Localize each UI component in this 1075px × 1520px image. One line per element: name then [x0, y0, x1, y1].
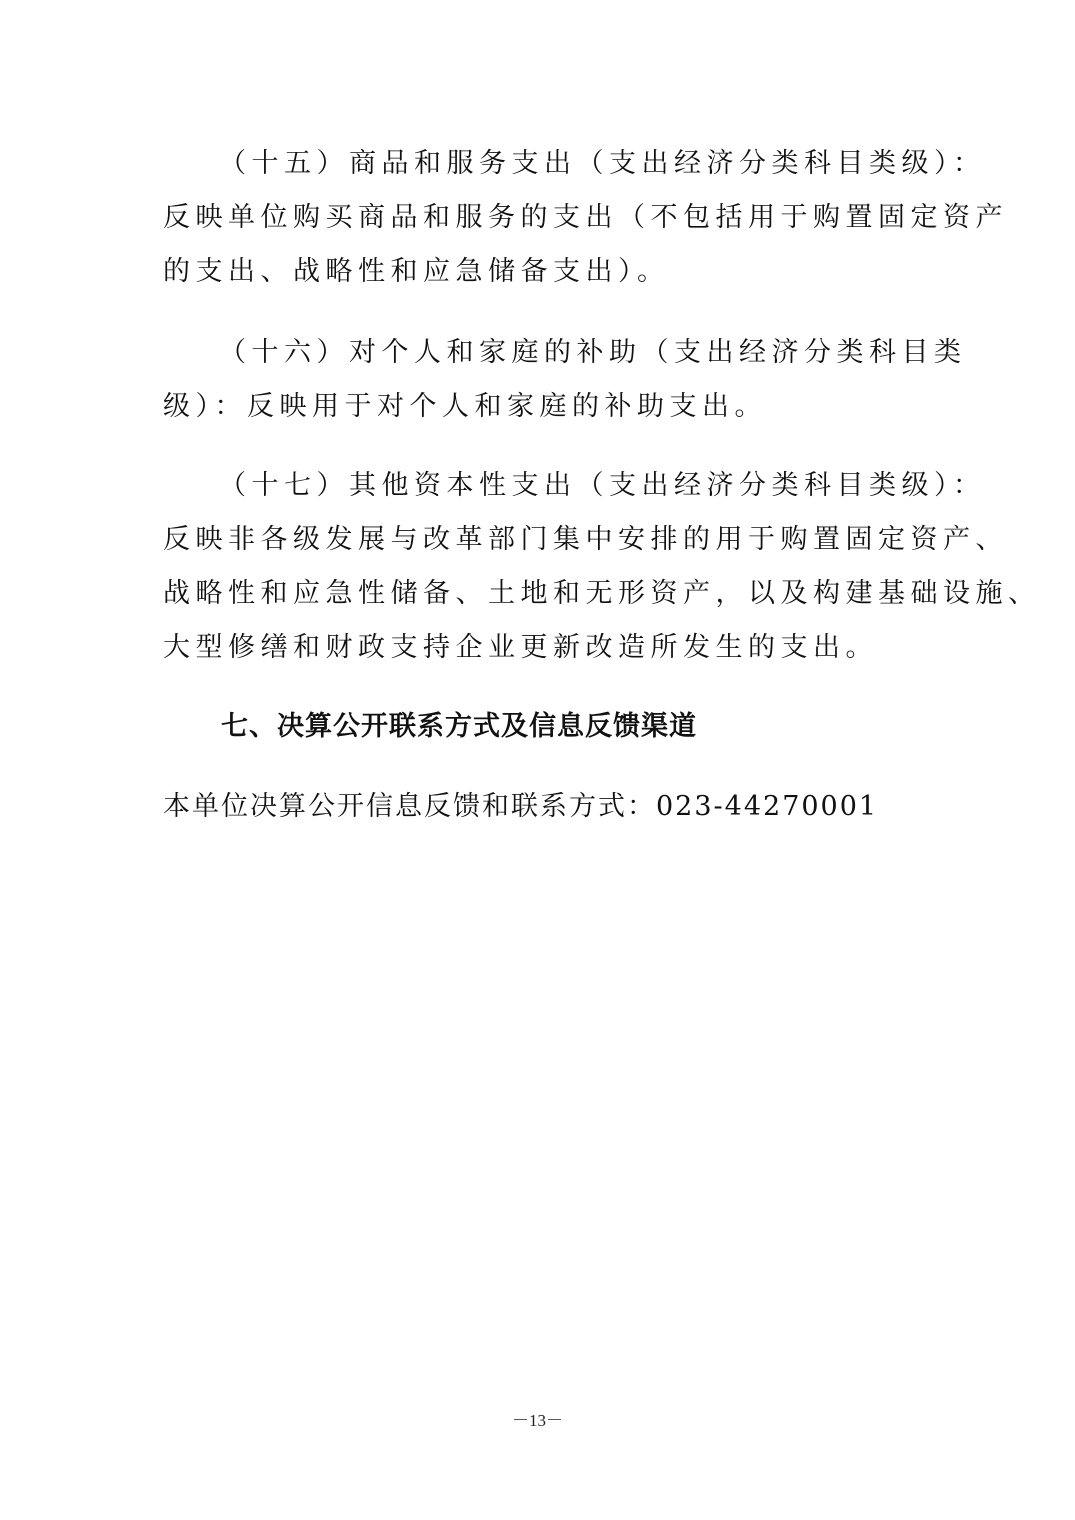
paragraph-section-16: [163, 326, 967, 434]
paragraph-line: （十七）其他资本性支出（支出经济分类科目类级）：: [219, 470, 986, 501]
paragraph-line: （十六）对个人和家庭的补助（支出经济分类科目类: [219, 337, 967, 368]
page-number: －13－: [512, 1411, 563, 1430]
paragraph-line: 大型修缮和财政支持企业更新改造所发生的支出。: [163, 632, 878, 663]
paragraph-line: 战略性和应急性储备、土地和无形资产，以及构建基础设施、: [163, 578, 1041, 609]
paragraph-line: （十五）商品和服务支出（支出经济分类科目类级）：: [219, 148, 986, 179]
paragraph-line: 反映单位购买商品和服务的支出（不包括用于购置固定资产: [163, 202, 1008, 233]
paragraph-line: 的支出、战略性和应急储备支出）。: [163, 256, 670, 287]
contact-info: 本单位决算公开信息反馈和联系方式：023-44270001: [163, 791, 879, 822]
paragraph-section-15: [163, 137, 1008, 299]
paragraph-line: 反映非各级发展与改革部门集中安排的用于购置固定资产、: [163, 524, 1008, 555]
paragraph-section-17: [163, 459, 1041, 675]
paragraph-line: 级）：反映用于对个人和家庭的补助支出。: [163, 391, 767, 422]
section-heading: 七、决算公开联系方式及信息反馈渠道: [221, 711, 697, 742]
